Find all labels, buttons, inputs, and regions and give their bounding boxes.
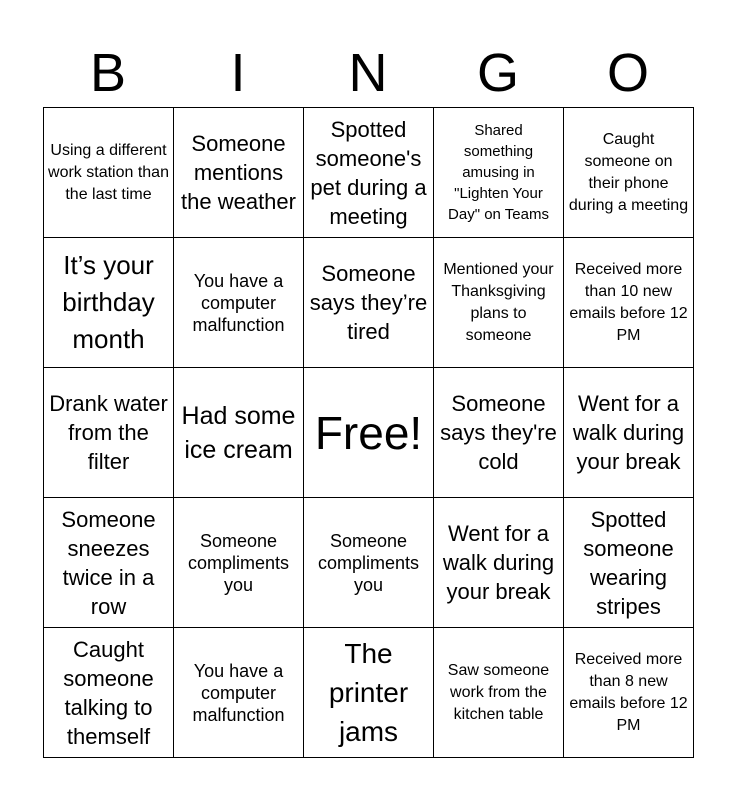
free-space-cell[interactable]: Free! xyxy=(304,368,434,498)
bingo-cell[interactable]: Someone mentions the weather xyxy=(174,108,304,238)
bingo-cell[interactable]: Shared something amusing in "Lighten Your Day" on Teams xyxy=(434,108,564,238)
bingo-cell[interactable]: Spotted someone's pet during a meeting xyxy=(304,108,434,238)
card-row xyxy=(44,108,694,238)
header-letter-b: B xyxy=(89,43,127,103)
card-row xyxy=(44,498,694,628)
bingo-cell[interactable]: Someone sneezes twice in a row xyxy=(44,498,174,628)
bingo-cell[interactable]: You have a computer malfunction xyxy=(174,628,304,758)
header-letter-i: I xyxy=(230,43,246,103)
card-row xyxy=(44,368,694,498)
bingo-cell[interactable]: Mentioned your Thanksgiving plans to someone xyxy=(434,238,564,368)
card-row xyxy=(44,628,694,758)
bingo-cell[interactable]: Received more than 10 new emails before 12 PM xyxy=(564,238,694,368)
bingo-cell[interactable]: Drank water from the filter xyxy=(44,368,174,498)
bingo-cell[interactable]: Went for a walk during your break xyxy=(564,368,694,498)
card-row xyxy=(44,238,694,368)
bingo-cell[interactable]: Spotted someone wearing stripes xyxy=(564,498,694,628)
bingo-cell[interactable]: Caught someone talking to themself xyxy=(44,628,174,758)
bingo-card xyxy=(43,107,694,758)
header-letter-g: G xyxy=(476,43,519,103)
bingo-cell[interactable]: The printer jams xyxy=(304,628,434,758)
bingo-cell[interactable]: It’s your birthday month xyxy=(44,238,174,368)
bingo-cell[interactable]: You have a computer malfunction xyxy=(174,238,304,368)
bingo-cell[interactable]: Had some ice cream xyxy=(174,368,304,498)
bingo-cell[interactable]: Went for a walk during your break xyxy=(434,498,564,628)
bingo-cell[interactable]: Saw someone work from the kitchen table xyxy=(434,628,564,758)
bingo-cell[interactable]: Using a different work station than the last time xyxy=(44,108,174,238)
bingo-header xyxy=(43,40,693,106)
header-letter-o: O xyxy=(606,43,649,103)
bingo-cell[interactable]: Someone says they’re tired xyxy=(304,238,434,368)
bingo-cell[interactable]: Received more than 8 new emails before 12 PM xyxy=(564,628,694,758)
bingo-cell[interactable]: Someone compliments you xyxy=(174,498,304,628)
bingo-cell[interactable]: Someone compliments you xyxy=(304,498,434,628)
bingo-cell[interactable]: Someone says they're cold xyxy=(434,368,564,498)
bingo-cell[interactable]: Caught someone on their phone during a meeting xyxy=(564,108,694,238)
header-letter-n: N xyxy=(348,43,388,103)
